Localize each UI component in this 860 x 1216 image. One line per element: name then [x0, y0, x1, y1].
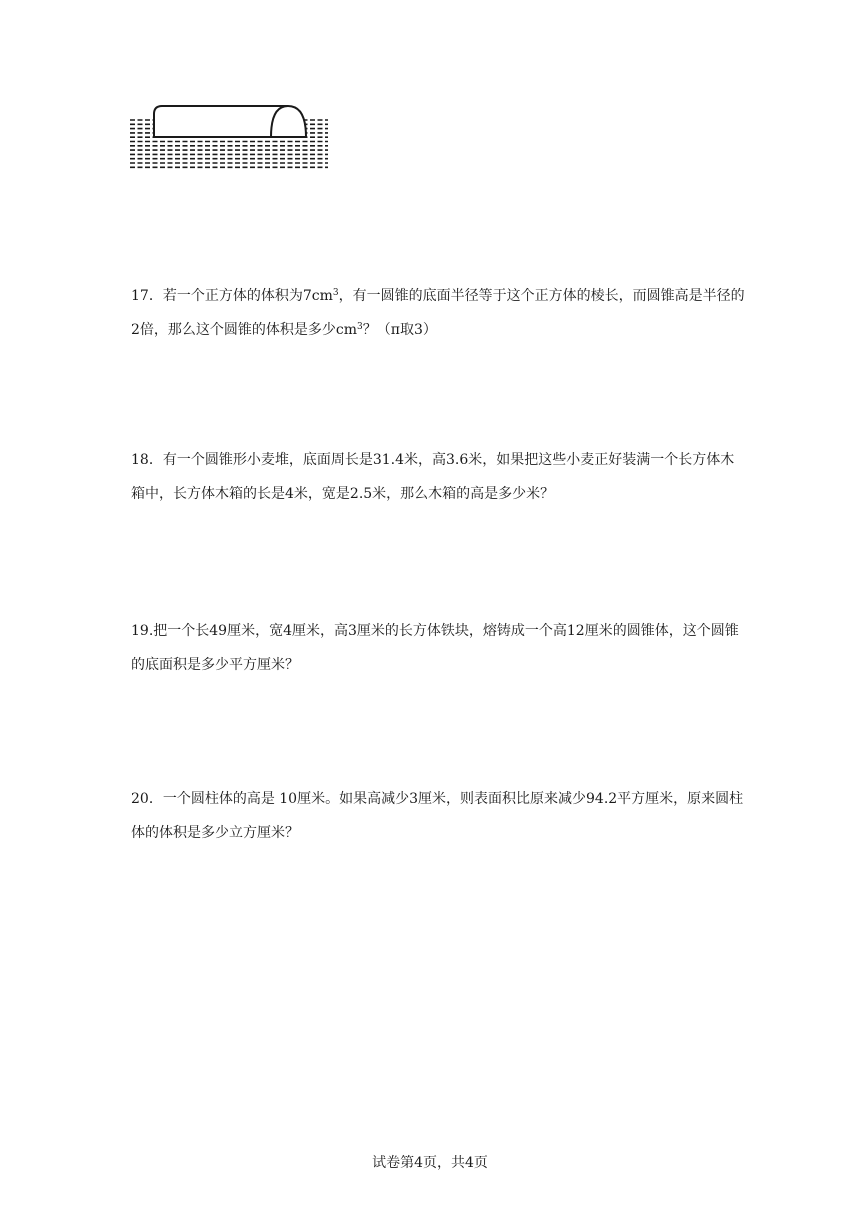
- question-number: 20．: [131, 791, 163, 807]
- question-text: ？（π取3）: [362, 322, 437, 338]
- question-20: [131, 782, 746, 850]
- question-text: 把一个长49厘米，宽4厘米，高3厘米的长方体铁块，熔铸成一个高12厘米的圆锥体，这个圆锥的底面积是多少平方厘米？: [131, 623, 739, 673]
- question-18: [131, 443, 746, 511]
- superscript: 3: [357, 322, 363, 332]
- question-text: ，有一圆锥的底面半径等于这个正方体的棱长，而圆锥高是半径的2倍，那么这个圆锥的体积是多少cm: [131, 288, 745, 338]
- superscript: 3: [332, 288, 339, 298]
- half-cylinder-on-water-icon: [128, 100, 333, 175]
- question-text: 一个圆柱体的高是 10厘米。如果高减少3厘米，则表面积比原来减少94.2平方厘米，原来圆柱体的体积是多少立方厘米？: [131, 791, 744, 841]
- question-text: 有一个圆锥形小麦堆，底面周长是31.4米，高3.6米，如果把这些小麦正好装满一个长方体木箱中，长方体木箱的长是4米，宽是2.5米，那么木箱的高是多少米？: [131, 452, 735, 502]
- question-number: 19.: [131, 623, 154, 639]
- question-19: [131, 614, 746, 682]
- question-number: 18．: [131, 452, 163, 468]
- question-17: [131, 279, 746, 347]
- question-text: 若一个正方体的体积为7cm: [162, 288, 333, 304]
- page-footer: 试卷第4页，共4页: [372, 1155, 488, 1171]
- question-number: 17．: [131, 288, 163, 304]
